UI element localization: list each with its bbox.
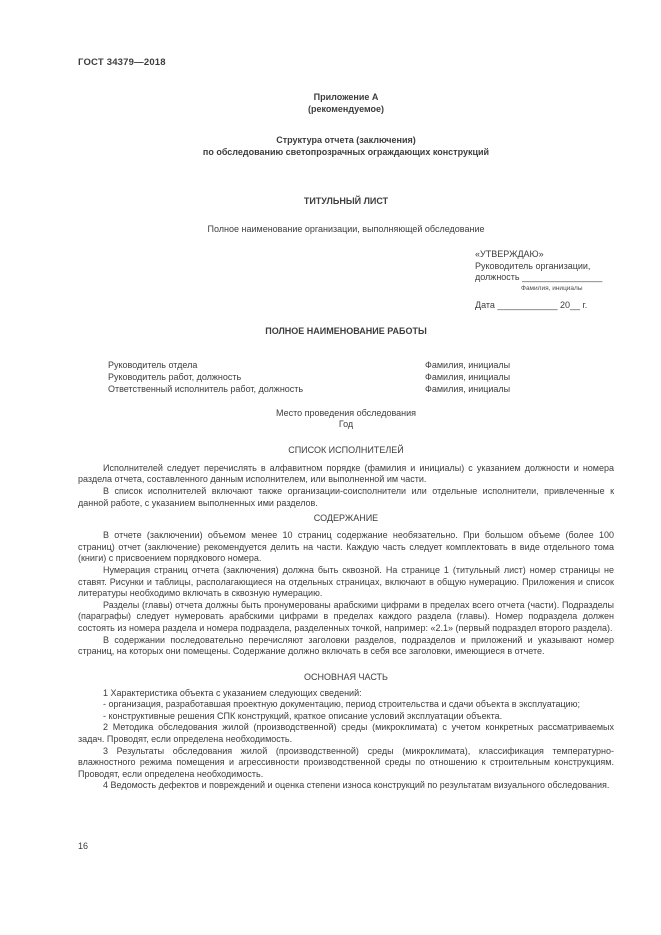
approval-stamp: «УТВЕРЖДАЮ»: [475, 249, 544, 259]
work-title: ПОЛНОЕ НАИМЕНОВАНИЕ РАБОТЫ: [265, 326, 427, 336]
section-heading: СПИСОК ИСПОЛНИТЕЛЕЙ: [288, 444, 404, 455]
section-heading: ОСНОВНАЯ ЧАСТЬ: [304, 671, 388, 682]
place-block: [78, 408, 614, 431]
section-executors: [78, 444, 614, 509]
section-main-part: [78, 671, 614, 792]
approval-block: [475, 249, 614, 311]
paragraph: 1 Характеристика объекта с указанием следующих сведений:: [103, 687, 362, 698]
paragraph: 4 Ведомость дефектов и повреждений и оценка степени износа конструкций по результатам визуального обследования.: [103, 780, 610, 791]
appendix-type-note: (рекомендуемое): [308, 104, 384, 114]
signer-name: Фамилия, инициалы: [425, 360, 511, 370]
signer-role: Ответственный исполнитель работ, должность: [108, 384, 304, 395]
doc-code: ГОСТ 34379—2018: [78, 57, 166, 68]
signer-role: Руководитель работ, должность: [108, 372, 242, 383]
appendix-title: [78, 134, 614, 158]
appendix-label: Приложение А: [313, 92, 379, 102]
title-sheet-heading: ТИТУЛЬНЫЙ ЛИСТ: [303, 196, 389, 206]
year-line: Год: [338, 419, 354, 430]
approval-role-line: Руководитель организации,: [475, 260, 591, 271]
paragraph: В список исполнителей включают также организации-соисполнители или отдельные исполнители, привлеченные к данной работе, с указанием выполненных ими разделов.: [78, 485, 614, 508]
appendix-title-line1: Структура отчета (заключения): [276, 135, 416, 145]
paragraph: В содержании последовательно перечисляют заголовки разделов, подразделов и приложений и указывают номер страниц, на которых они помещены. Содержание должно включать в себя все заголовки, имеющиеся в отчете.: [78, 634, 614, 657]
signer-row: [108, 371, 614, 383]
paragraph: Исполнителей следует перечислять в алфавитном порядке (фамилия и инициалы) с указанием должности и номера раздела отчета, составленного данным исполнителем, или выполненной им части.: [78, 462, 614, 485]
signer-role: Руководитель отдела: [108, 360, 198, 370]
page-number: 16: [78, 841, 89, 851]
signature-hint: Фамилия, инициалы: [521, 284, 583, 292]
signer-row: [108, 383, 614, 395]
section-contents: [78, 512, 614, 658]
signer-row: [108, 359, 614, 371]
paragraph: 3 Результаты обследования жилой (производственной) среды (микроклимата), классификация температурно-влажностного режима помещения и агрессивности производственной среды по отношению к строительным конструкциям. Проводят, если определена необходимость.: [78, 745, 614, 779]
approval-position-line: должность ________________: [475, 272, 603, 282]
paragraph: - организация, разработавшая проектную документацию, период строительства и сдачи объекта в эксплуатацию;: [103, 699, 580, 710]
section-heading: СОДЕРЖАНИЕ: [313, 513, 379, 524]
survey-place-line: Место проведения обследования: [275, 407, 417, 418]
appendix-title-line2: по обследованию светопрозрачных ограждающих конструкций: [202, 147, 490, 157]
paragraph: Разделы (главы) отчета должны быть пронумерованы арабскими цифрами в пределах всего отчета (части). Подразделы (параграфы) следует нумеровать арабскими цифрами в пределах каждого раздела (главы). Номер подраздела должен состоять из номера раздела и номера подраздела, разделенных точкой, например: «2.1» (первый подраздел второго раздела).: [78, 599, 614, 633]
signers-list: [108, 359, 614, 396]
paragraph: - конструктивные решения СПК конструкций, краткое описание условий эксплуатации объекта.: [103, 710, 503, 721]
paragraph: В отчете (заключении) объемом менее 10 страниц содержание необязательно. При большом объеме (более 100 страниц) отчет (заключение) рекомендуется делить на части. Каждую часть следует комплектовать в виде отдельного тома (книги) с присвоением порядкового номера.: [78, 530, 614, 564]
signer-name: Фамилия, инициалы: [425, 372, 511, 383]
paragraph: Нумерация страниц отчета (заключения) должна быть сквозной. На странице 1 (титульный лист) номер страницы не ставят. Рисунки и таблицы, располагающиеся на отдельных страницах, включают в общую нумерацию. Приложения и список литературы необходимо включать в сквозную нумерацию.: [78, 564, 614, 599]
organization-name-line: Полное наименование организации, выполняющей обследование: [207, 224, 485, 234]
signer-name: Фамилия, инициалы: [425, 384, 511, 395]
appendix-header: [78, 91, 614, 115]
paragraph: 2 Методика обследования жилой (производственной) среды (микроклимата) с учетом конкретных рассматриваемых задач. Проводят, если определена необходимость.: [78, 722, 614, 745]
approval-date-line: Дата ____________ 20__ г.: [475, 299, 588, 310]
